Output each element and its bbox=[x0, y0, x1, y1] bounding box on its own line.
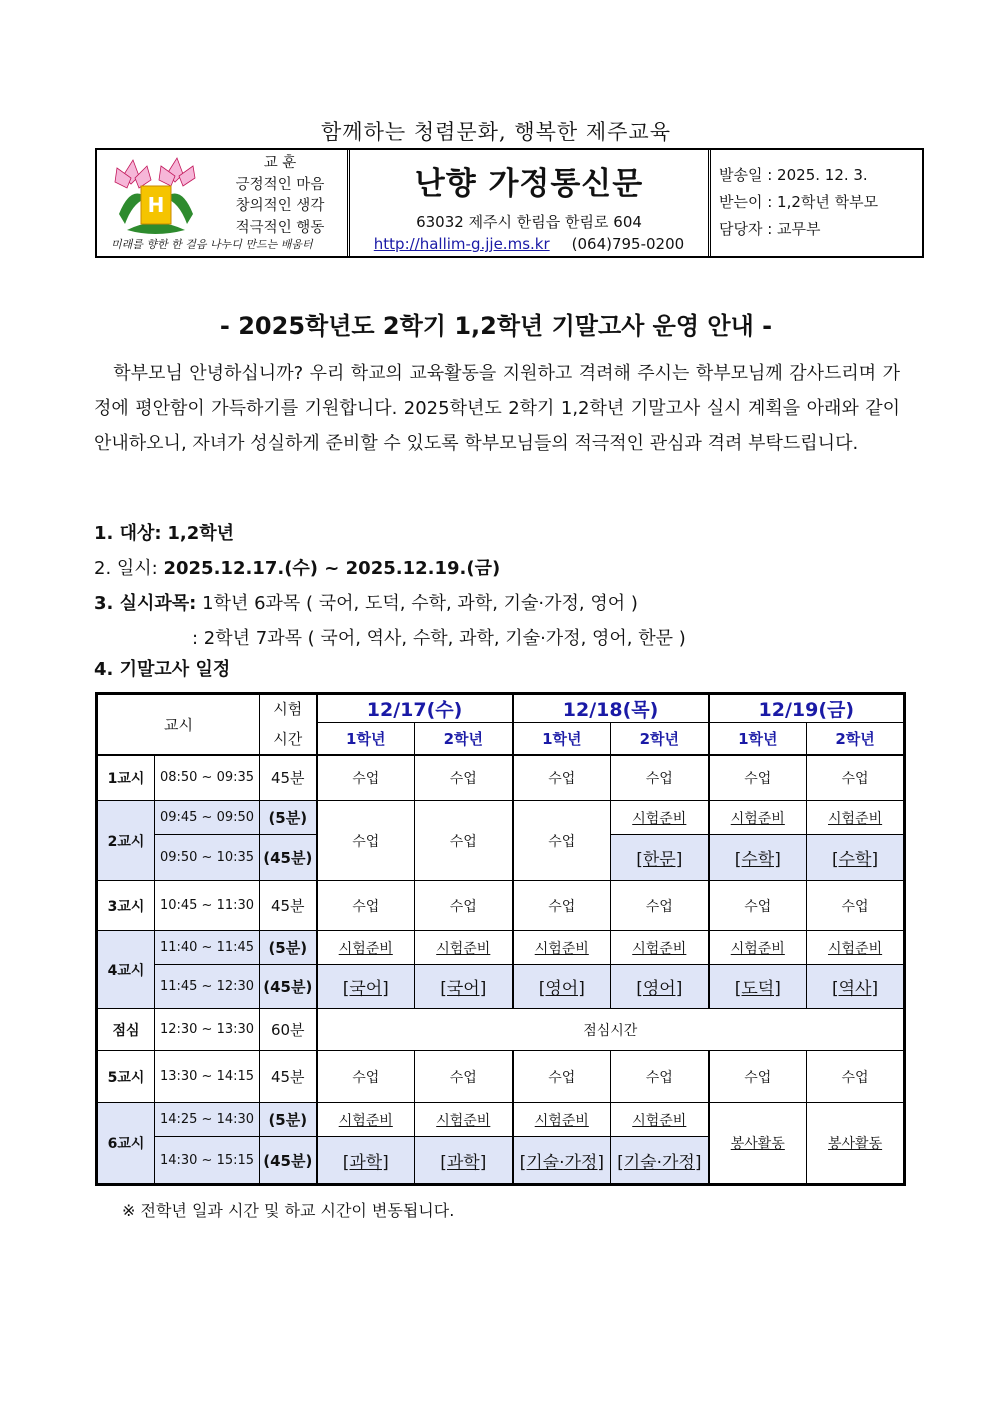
exam-prep-cell: 시험준비 bbox=[709, 801, 807, 835]
schedule-cell: 수업 bbox=[807, 1051, 905, 1103]
period-duration: 45분 bbox=[260, 881, 317, 931]
schedule-cell: 수업 bbox=[415, 1051, 513, 1103]
period-duration: 45분 bbox=[260, 1051, 317, 1103]
item-subjects bbox=[94, 586, 914, 621]
period-label: 6교시 bbox=[97, 1103, 155, 1185]
date-header: 12/19(금) bbox=[709, 694, 905, 723]
recipient: 받는이 : 1,2학년 학부모 bbox=[719, 193, 879, 211]
period-label: 5교시 bbox=[97, 1051, 155, 1103]
subjects-grade2: : 2학년 7과목 ( 국어, 역사, 수학, 과학, 기술·가정, 영어, 한문 ) bbox=[192, 628, 686, 649]
schedule-cell: 수업 bbox=[709, 755, 807, 801]
exam-subject-cell: [영어] bbox=[611, 965, 709, 1009]
exam-subject-cell: [기술·가정] bbox=[611, 1137, 709, 1185]
period-duration: (45분) bbox=[260, 965, 317, 1009]
period-time: 11:45 ~ 12:30 bbox=[155, 965, 260, 1009]
grade-header: 1학년 bbox=[513, 723, 611, 755]
period-label: 점심 bbox=[97, 1009, 155, 1051]
schedule-cell: 수업 bbox=[513, 801, 611, 881]
document-title: - 2025학년도 2학기 1,2학년 기말고사 운영 안내 - bbox=[219, 312, 773, 340]
period-duration: (45분) bbox=[260, 1137, 317, 1185]
period-label: 4교시 bbox=[97, 931, 155, 1009]
item-date bbox=[94, 551, 914, 586]
schedule-label: 4. 기말고사 일정 bbox=[94, 659, 231, 680]
schedule-cell: 수업 bbox=[807, 881, 905, 931]
exam-subject-cell: [역사] bbox=[807, 965, 905, 1009]
info-items bbox=[94, 516, 914, 656]
lunch-cell: 점심시간 bbox=[317, 1009, 905, 1051]
person-in-charge: 담당자 : 교무부 bbox=[719, 220, 821, 238]
send-info bbox=[711, 150, 922, 256]
contact-row bbox=[350, 235, 708, 253]
exam-prep-cell: 시험준비 bbox=[807, 801, 905, 835]
period-time: 12:30 ~ 13:30 bbox=[155, 1009, 260, 1051]
subjects-grade1: 1학년 6과목 ( 국어, 도덕, 수학, 과학, 기술·가정, 영어 ) bbox=[202, 593, 638, 614]
period-time: 14:30 ~ 15:15 bbox=[155, 1137, 260, 1185]
schedule-cell: 수업 bbox=[317, 755, 415, 801]
period-time: 09:50 ~ 10:35 bbox=[155, 835, 260, 881]
school-logo-icon bbox=[111, 154, 201, 238]
schedule-cell: 수업 bbox=[807, 755, 905, 801]
exam-subject-cell: [과학] bbox=[317, 1137, 415, 1185]
newsletter-title: 난향 가정통신문 bbox=[414, 166, 644, 202]
newsletter-info bbox=[350, 150, 711, 256]
period-time: 09:45 ~ 09:50 bbox=[155, 801, 260, 835]
exam-subject-cell: [국어] bbox=[415, 965, 513, 1009]
exam-prep-cell: 시험준비 bbox=[709, 931, 807, 965]
send-date: 발송일 : 2025. 12. 3. bbox=[719, 166, 868, 184]
grade-header: 1학년 bbox=[709, 723, 807, 755]
schedule-cell: 수업 bbox=[317, 801, 415, 881]
exam-prep-cell: 시험준비 bbox=[317, 931, 415, 965]
footnote: ※ 전학년 일과 시간 및 하교 시간이 변동됩니다. bbox=[122, 1201, 455, 1220]
grade-header: 2학년 bbox=[807, 723, 905, 755]
motto: 함께하는 청렴문화, 행복한 제주교육 bbox=[321, 120, 671, 144]
date-header: 12/17(수) bbox=[317, 694, 513, 723]
period-time: 14:25 ~ 14:30 bbox=[155, 1103, 260, 1137]
school-motto-box bbox=[97, 150, 350, 256]
service-activity-cell: 봉사활동 bbox=[709, 1103, 807, 1185]
exam-prep-cell: 시험준비 bbox=[317, 1103, 415, 1137]
svg-text:H: H bbox=[147, 193, 165, 217]
period-label: 3교시 bbox=[97, 881, 155, 931]
period-duration: (5분) bbox=[260, 1103, 317, 1137]
gyohun-title: 교 훈 bbox=[263, 155, 297, 171]
period-duration: (5분) bbox=[260, 801, 317, 835]
exam-subject-cell: [과학] bbox=[415, 1137, 513, 1185]
item-date-label: 2. 일시: bbox=[94, 558, 158, 579]
logo-caption: 미래를 향한 한 걸음 나누디 만드는 배움터 bbox=[111, 238, 313, 251]
schedule-cell: 수업 bbox=[415, 801, 513, 881]
grade-header: 2학년 bbox=[415, 723, 513, 755]
schedule-cell: 수업 bbox=[513, 1051, 611, 1103]
gyohun bbox=[225, 153, 335, 239]
exam-prep-cell: 시험준비 bbox=[611, 931, 709, 965]
exam-schedule-table bbox=[95, 692, 906, 1186]
period-time: 08:50 ~ 09:35 bbox=[155, 755, 260, 801]
intro-text: 학부모님 안녕하십니까? 우리 학교의 교육활동을 지원하고 격려해 주시는 학부모님께 감사드리며 가정에 평안함이 가득하기를 기원합니다. 2025학년도 2학기 1,2학년 기말고사 실시 계획을 아래와 같이 안내하오니, 자녀가 성실하게 준비할 수 있도록 학부모님들의 적극적인 관심과 격려 부탁드립니다. bbox=[94, 363, 900, 454]
schedule-cell: 수업 bbox=[709, 881, 807, 931]
header-time-1: 시험 bbox=[260, 694, 317, 723]
exam-prep-cell: 시험준비 bbox=[415, 931, 513, 965]
exam-prep-cell: 시험준비 bbox=[513, 1103, 611, 1137]
exam-subject-cell: [도덕] bbox=[709, 965, 807, 1009]
schedule-cell: 수업 bbox=[611, 881, 709, 931]
period-label: 1교시 bbox=[97, 755, 155, 801]
school-address: 63032 제주시 한림읍 한림로 604 bbox=[416, 213, 642, 231]
exam-prep-cell: 시험준비 bbox=[807, 931, 905, 965]
school-phone: (064)795-0200 bbox=[571, 235, 685, 253]
exam-subject-cell: [한문] bbox=[611, 835, 709, 881]
header-period: 교시 bbox=[97, 694, 260, 755]
item-target-label: 1. 대상: bbox=[94, 523, 162, 544]
schedule-cell: 수업 bbox=[611, 1051, 709, 1103]
schedule-cell: 수업 bbox=[513, 755, 611, 801]
schedule-cell: 수업 bbox=[709, 1051, 807, 1103]
schedule-cell: 수업 bbox=[317, 881, 415, 931]
exam-prep-cell: 시험준비 bbox=[415, 1103, 513, 1137]
schedule-cell: 수업 bbox=[513, 881, 611, 931]
service-activity-cell: 봉사활동 bbox=[807, 1103, 905, 1185]
exam-prep-cell: 시험준비 bbox=[513, 931, 611, 965]
schedule-cell: 수업 bbox=[415, 755, 513, 801]
gyohun-line: 창의적인 생각 bbox=[235, 198, 325, 214]
period-label: 2교시 bbox=[97, 801, 155, 881]
intro-paragraph bbox=[94, 356, 900, 461]
exam-prep-cell: 시험준비 bbox=[611, 1103, 709, 1137]
gyohun-line: 긍정적인 마음 bbox=[235, 176, 325, 193]
date-header: 12/18(목) bbox=[513, 694, 709, 723]
period-duration: 45분 bbox=[260, 755, 317, 801]
exam-subject-cell: [기술·가정] bbox=[513, 1137, 611, 1185]
schedule-cell: 수업 bbox=[415, 881, 513, 931]
item-subjects-label: 3. 실시과목: bbox=[94, 593, 197, 614]
item-target-value: 1,2학년 bbox=[167, 523, 235, 544]
period-duration: 60분 bbox=[260, 1009, 317, 1051]
period-duration: (5분) bbox=[260, 931, 317, 965]
schedule-cell: 수업 bbox=[611, 755, 709, 801]
exam-prep-cell: 시험준비 bbox=[611, 801, 709, 835]
grade-header: 1학년 bbox=[317, 723, 415, 755]
period-duration: (45분) bbox=[260, 835, 317, 881]
exam-subject-cell: [국어] bbox=[317, 965, 415, 1009]
period-time: 13:30 ~ 14:15 bbox=[155, 1051, 260, 1103]
gyohun-line: 적극적인 행동 bbox=[235, 219, 325, 236]
item-subjects-2 bbox=[94, 621, 914, 656]
item-date-value: 2025.12.17.(수) ~ 2025.12.19.(금) bbox=[163, 558, 501, 579]
period-time: 10:45 ~ 11:30 bbox=[155, 881, 260, 931]
item-target bbox=[94, 516, 914, 551]
exam-subject-cell: [수학] bbox=[709, 835, 807, 881]
grade-header: 2학년 bbox=[611, 723, 709, 755]
school-url-link[interactable]: http://hallim-g.jje.ms.kr bbox=[373, 235, 550, 253]
schedule-cell: 수업 bbox=[317, 1051, 415, 1103]
newsletter-header bbox=[95, 148, 924, 258]
period-time: 11:40 ~ 11:45 bbox=[155, 931, 260, 965]
exam-subject-cell: [영어] bbox=[513, 965, 611, 1009]
header-time-2: 시간 bbox=[260, 723, 317, 755]
exam-subject-cell: [수학] bbox=[807, 835, 905, 881]
